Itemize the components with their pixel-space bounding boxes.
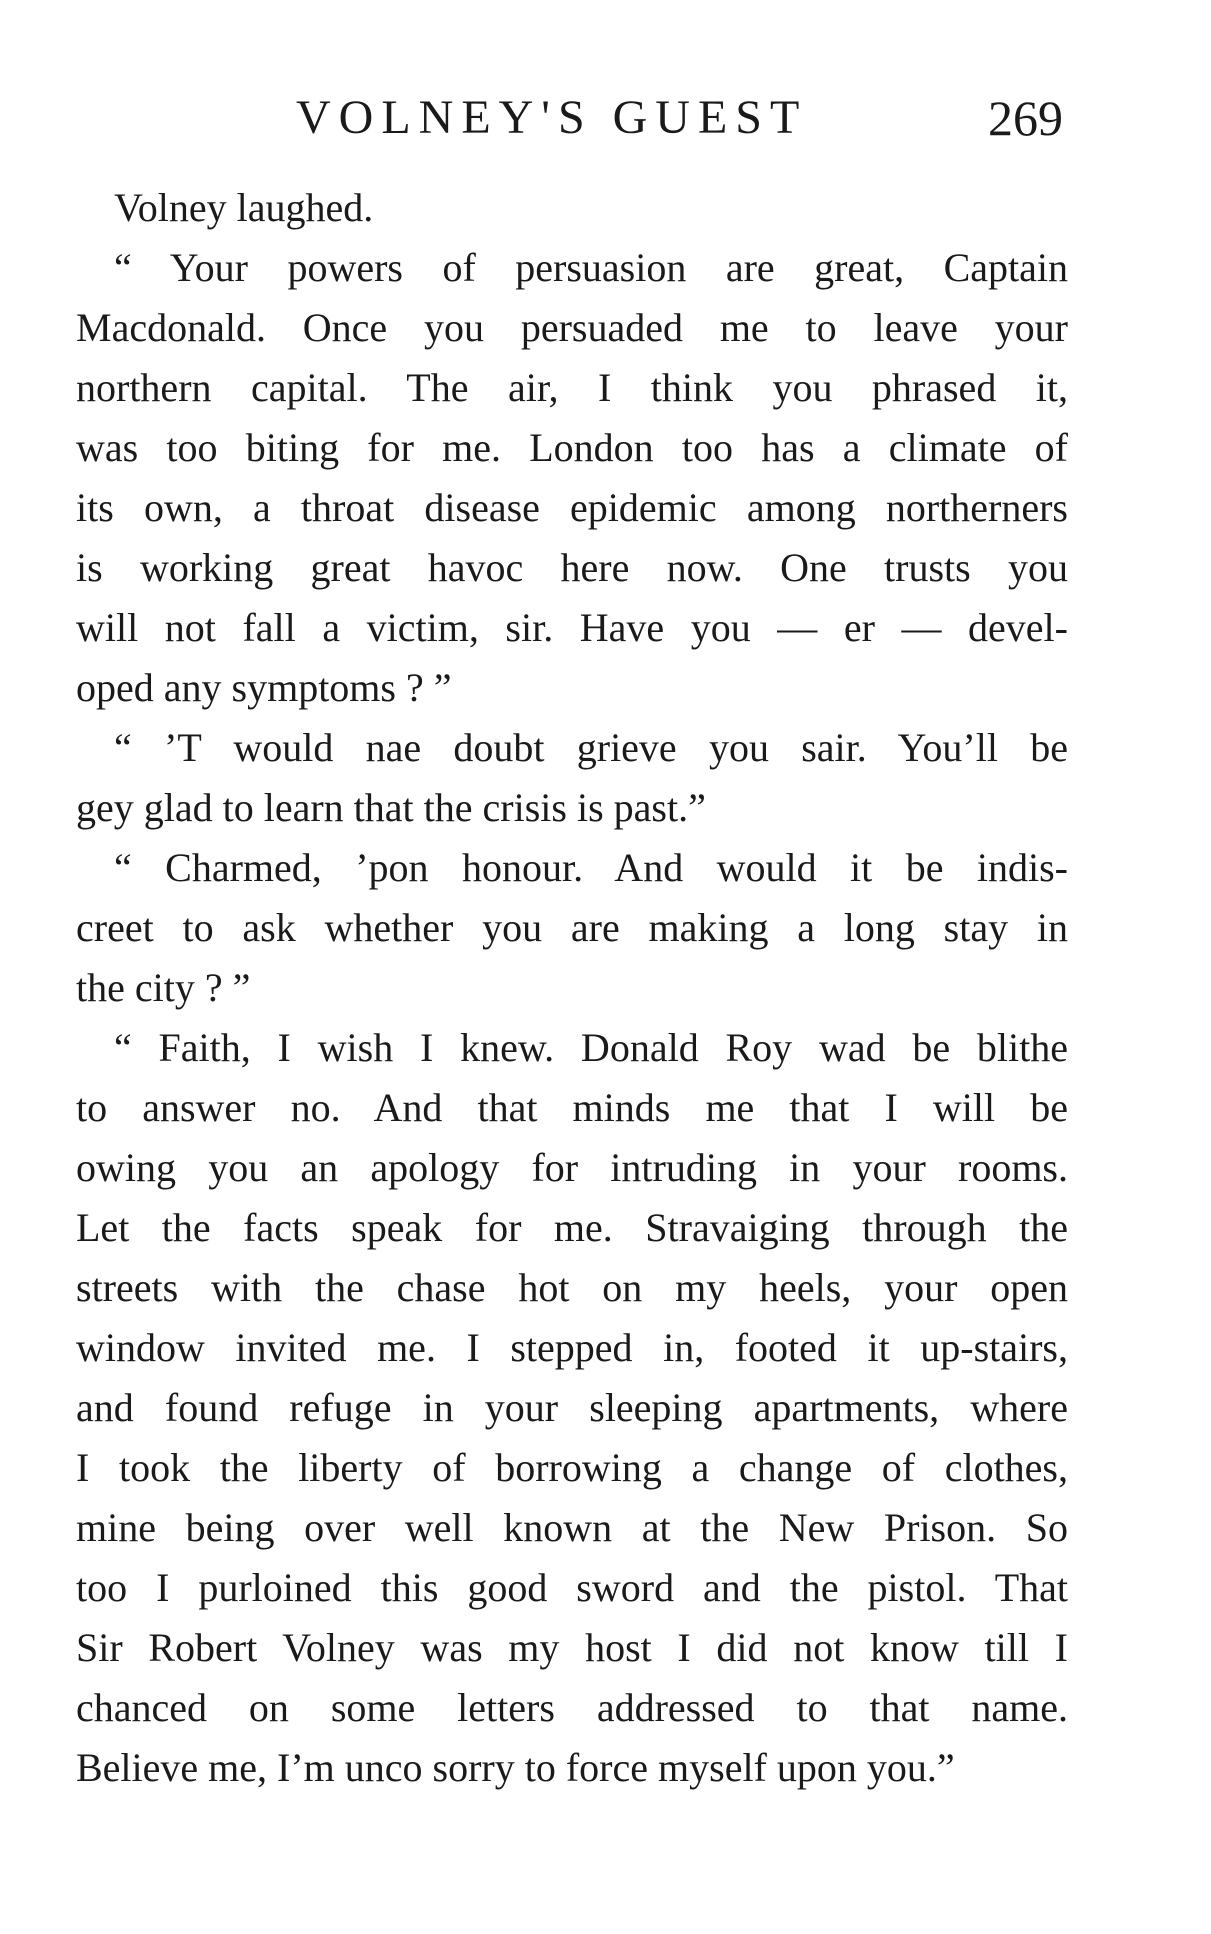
text-line: oped any symptoms ? ” <box>76 665 452 710</box>
text-line: chanced on some letters addressed to that name. <box>76 1685 1068 1730</box>
text-line: was too biting for me. London too has a climate of <box>76 425 1068 470</box>
text-line: the city ? ” <box>76 965 251 1010</box>
text-line: northern capital. The air, I think you phrased it, <box>76 365 1068 410</box>
text-line: Let the facts speak for me. Stravaiging through the <box>76 1205 1068 1250</box>
text-line: window invited me. I stepped in, footed it up-stairs, <box>76 1325 1068 1370</box>
text-line: Volney laughed. <box>114 185 374 230</box>
text-line: to answer no. And that minds me that I will be <box>76 1085 1068 1130</box>
text-line: gey glad to learn that the crisis is past.” <box>76 785 706 830</box>
body-text <box>76 178 1068 1798</box>
text-line: creet to ask whether you are making a long stay in <box>76 905 1068 950</box>
text-line: Sir Robert Volney was my host I did not know till I <box>76 1625 1068 1670</box>
running-title: VOLNEY'S GUEST <box>296 91 808 144</box>
text-line: owing you an apology for intruding in your rooms. <box>76 1145 1068 1190</box>
text-line: I took the liberty of borrowing a change of clothes, <box>76 1445 1068 1490</box>
text-line: “ Charmed, ’pon honour. And would it be indis- <box>114 845 1068 890</box>
page-number: 269 <box>988 90 1063 146</box>
text-line: is working great havoc here now. One trusts you <box>76 545 1068 590</box>
text-line: Believe me, I’m unco sorry to force myself upon you.” <box>76 1745 955 1790</box>
text-line: too I purloined this good sword and the pistol. That <box>76 1565 1068 1610</box>
text-line: mine being over well known at the New Prison. So <box>76 1505 1068 1550</box>
text-line: “ Faith, I wish I knew. Donald Roy wad be blithe <box>114 1025 1068 1070</box>
text-line: Macdonald. Once you persuaded me to leave your <box>76 305 1068 350</box>
text-line: streets with the chase hot on my heels, your open <box>76 1265 1068 1310</box>
text-line: will not fall a victim, sir. Have you — er — devel- <box>76 605 1068 650</box>
text-line: its own, a throat disease epidemic among northerners <box>76 485 1068 530</box>
text-line: and found refuge in your sleeping apartments, where <box>76 1385 1068 1430</box>
text-line: “ ’T would nae doubt grieve you sair. You’ll be <box>114 725 1068 770</box>
text-line: “ Your powers of persuasion are great, Captain <box>114 245 1068 290</box>
running-head <box>0 88 1211 148</box>
